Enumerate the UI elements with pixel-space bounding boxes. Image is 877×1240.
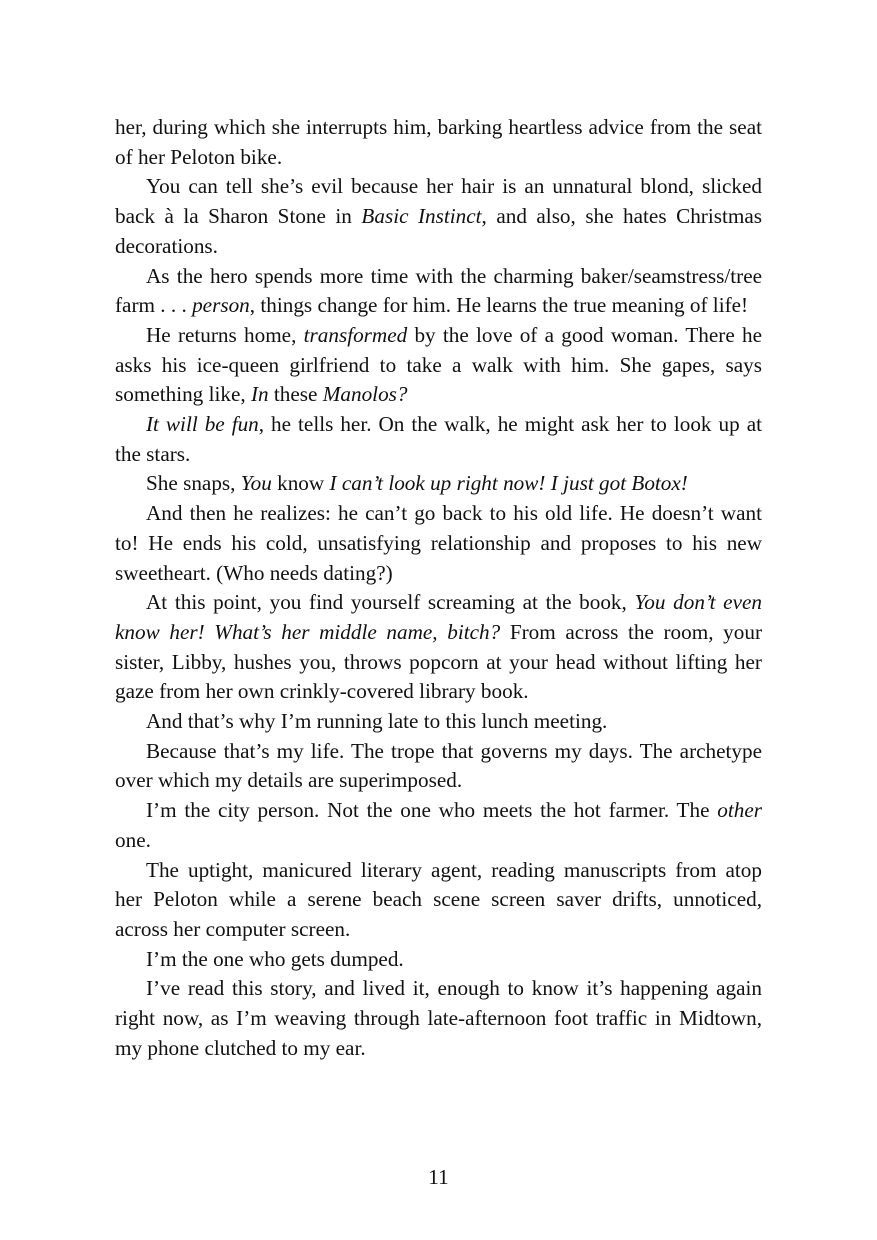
text-span: From across the room, your sister, Libby, hushes you, throws popcorn at your head without lifting her gaze from her own crinkly-covered library book. xyxy=(115,619,762,704)
paragraph xyxy=(115,113,762,172)
italic-span: transformed xyxy=(303,322,408,347)
paragraph xyxy=(115,737,762,796)
paragraph xyxy=(115,499,762,588)
italic-span: In xyxy=(250,382,269,407)
paragraph xyxy=(115,856,762,945)
text-span: I’m the city person. Not the one who meets the hot farmer. The xyxy=(146,798,718,823)
italic-span: person xyxy=(192,293,250,318)
italic-span: Manolos? xyxy=(322,382,408,407)
paragraph xyxy=(115,321,762,410)
text-span: And that’s why I’m running late to this lunch meeting. xyxy=(146,709,608,734)
paragraph xyxy=(115,796,762,855)
text-span: I’ve read this story, and lived it, enough to know it’s happening again right now, as I’m weaving through late-afternoon foot traffic in Midtown, my phone clutched to my ear. xyxy=(115,976,762,1060)
text-span: She snaps, xyxy=(146,471,241,496)
paragraph xyxy=(115,588,762,707)
italic-span: You xyxy=(240,471,272,496)
text-span: I’m the one who gets dumped. xyxy=(146,946,404,971)
text-span: one. xyxy=(115,827,151,852)
text-span: , and also, she hates Christmas decorations. xyxy=(115,204,763,258)
paragraph xyxy=(115,262,762,321)
text-span: , he tells her. On the walk, he might ask her to look up at the stars. xyxy=(115,412,762,466)
text-span: And then he realizes: he can’t go back to his old life. He doesn’t want to! He ends his cold, unsatisfying relationship and proposes to his new sweetheart. (Who needs dating?) xyxy=(115,501,762,585)
text-span: Because that’s my life. The trope that governs my days. The archetype over which my details are superimposed. xyxy=(115,738,762,793)
text-span: her, during which she interrupts him, barking heartless advice from the seat of her Peloton bike. xyxy=(115,115,762,169)
text-span: The uptight, manicured literary agent, reading manuscripts from atop her Peloton while a serene beach scene screen saver drifts, unnoticed, across her computer screen. xyxy=(115,857,762,941)
page-number: 11 xyxy=(428,1165,449,1189)
paragraph xyxy=(115,974,762,1063)
italic-span: Basic Instinct xyxy=(361,204,482,229)
paragraph xyxy=(115,410,762,469)
body-text xyxy=(115,113,762,1064)
italic-span: I can’t look up right now! I just got Botox! xyxy=(329,471,688,496)
italic-span: It will be fun xyxy=(146,412,259,437)
text-span: At this point, you find yourself screaming at the book, xyxy=(146,590,635,615)
text-span: , things change for him. He learns the true meaning of life! xyxy=(249,293,749,318)
paragraph xyxy=(115,707,762,737)
paragraph xyxy=(115,945,762,975)
text-span: by the love of a good woman. There he asks his ice-queen girlfriend to take a walk with him. She gapes, says something like, xyxy=(115,322,762,407)
text-span: You can tell she’s evil because her hair is an unnatural blond, slicked back à la Sharon Stone in xyxy=(115,174,762,229)
paragraph xyxy=(115,469,762,499)
italic-span: You don’t even know her! What’s her middle name, bitch? xyxy=(115,590,762,644)
text-span: He returns home, xyxy=(146,322,304,347)
text-span: these xyxy=(268,382,323,407)
text-span: know xyxy=(271,471,330,496)
text-span: As the hero spends more time with the charming baker/seamstress/tree farm . . . xyxy=(115,263,762,318)
italic-span: other xyxy=(717,798,762,823)
paragraph xyxy=(115,172,762,261)
